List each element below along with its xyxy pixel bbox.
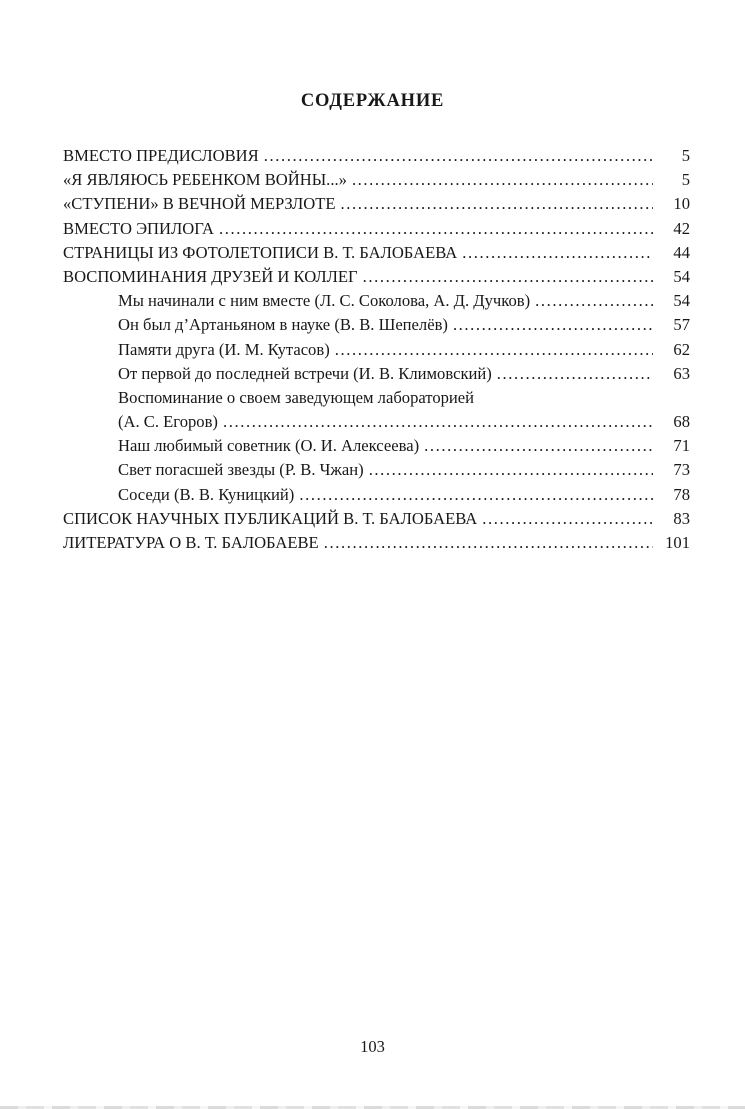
toc-entry [63,289,690,313]
toc-entry-page: 42 [673,218,690,238]
dot-leader [497,362,653,386]
dot-leader [223,410,653,434]
toc-entry [63,217,690,241]
toc-entry [63,531,690,555]
toc-entry [63,507,690,531]
toc-entry [63,410,690,434]
dot-leader [324,531,653,555]
toc-entry-title: СТРАНИЦЫ ИЗ ФОТОЛЕТОПИСИ В. Т. БАЛОБАЕВА [63,242,458,262]
toc-entry-title: Памяти друга (И. М. Кутасов) [118,339,330,359]
toc-entry-title: Наш любимый советник (О. И. Алексеева) [118,436,420,456]
toc-entry [63,313,690,337]
toc-entry-title: Соседи (В. В. Куницкий) [118,484,295,504]
toc-entry-page: 5 [681,146,690,165]
toc-entry-title: (А. С. Егоров) [118,412,218,432]
toc-entry [63,265,690,289]
toc-entry-title: «СТУПЕНИ» В ВЕЧНОЙ МЕРЗЛОТЕ [63,194,336,214]
page-number-footer: 103 [360,1037,385,1056]
toc-entry [63,241,690,265]
toc-entry-title: Свет погасшей звезды (Р. В. Чжан) [118,460,364,480]
toc-entry-page: 101 [665,533,690,552]
toc-entry [63,144,690,168]
toc-entry [63,338,690,362]
toc-entry-title: ВМЕСТО ЭПИЛОГА [63,218,215,238]
toc-entry-title: Воспоминание о своем заведующем лабораторией [118,387,475,407]
toc-entry-title: Мы начинали с ним вместе (Л. С. Соколова, А. Д. Дучков) [118,291,531,311]
toc-entry-page: 10 [673,194,690,214]
dot-leader [219,217,653,241]
toc-entry-page: 44 [673,242,690,262]
toc-entry-title: СПИСОК НАУЧНЫХ ПУБЛИКАЦИЙ В. Т. БАЛОБАЕВА [63,508,478,528]
toc-entry-page: 68 [673,412,690,432]
dot-leader [352,168,653,192]
dot-leader [482,507,653,531]
toc-entry-title: От первой до последней встречи (И. В. Климовский) [118,363,492,383]
dot-leader [462,241,653,265]
dot-leader [363,265,653,289]
toc-entry-page: 57 [673,315,690,335]
toc-entry [63,434,690,458]
toc-entry-page: 54 [673,266,690,286]
toc-entry-title: ЛИТЕРАТУРА О В. Т. БАЛОБАЕВЕ [63,533,319,552]
toc-entry-title: «Я ЯВЛЯЮСЬ РЕБЕНКОМ ВОЙНЫ...» [63,170,347,190]
dot-leader [453,313,653,337]
page-title: СОДЕРЖАНИЕ [300,91,445,111]
toc-entry [63,192,690,216]
toc-entry-title: ВОСПОМИНАНИЯ ДРУЗЕЙ И КОЛЛЕГ [63,266,358,286]
dot-leader [335,338,653,362]
dot-leader [369,458,653,482]
dot-leader [299,483,653,507]
toc-entry [63,386,690,410]
toc-entry [63,168,690,192]
toc-entry-page: 73 [673,460,690,480]
toc-entry-page: 71 [673,436,690,456]
toc-entry-title: ВМЕСТО ПРЕДИСЛОВИЯ [63,146,259,165]
dot-leader [264,144,653,168]
dot-leader [535,289,653,313]
toc-list [63,144,690,555]
toc-entry [63,483,690,507]
toc-entry-title: Он был д’Артаньяном в науке (В. В. Шепелёв) [118,315,448,335]
dot-leader [341,192,653,216]
toc-entry-page: 54 [673,291,690,311]
toc-entry [63,458,690,482]
toc-entry-page: 78 [673,484,690,504]
dot-leader [424,434,653,458]
toc-entry-page: 83 [673,508,690,528]
toc-entry-page: 63 [673,363,690,383]
toc-entry-page: 5 [681,170,690,190]
toc-entry-page: 62 [673,339,690,359]
toc-entry [63,362,690,386]
